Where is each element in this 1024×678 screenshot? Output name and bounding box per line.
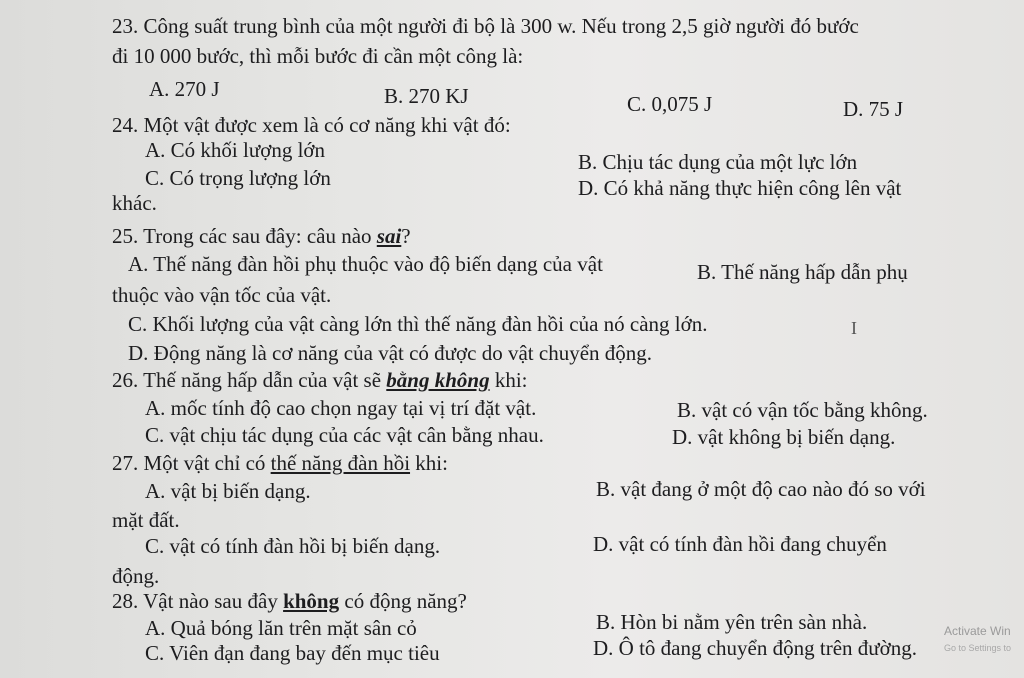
q25-question-suffix: ? bbox=[401, 224, 411, 248]
q24-question: 24. Một vật được xem là có cơ năng khi vật đó: bbox=[112, 113, 511, 137]
q24-option-b: B. Chịu tác dụng của một lực lớn bbox=[578, 150, 858, 174]
q28-option-a: A. Quả bóng lăn trên mặt sân cỏ bbox=[145, 616, 417, 640]
q24-option-d-continued: khác. bbox=[112, 191, 157, 215]
q26-option-b: B. vật có vận tốc bằng không. bbox=[677, 398, 928, 422]
q27-option-d: D. vật có tính đàn hồi đang chuyển bbox=[593, 532, 887, 556]
q23-text-line1: 23. Công suất trung bình của một người đi bộ là 300 w. Nếu trong 2,5 giờ người đó bước bbox=[112, 14, 859, 38]
q27-question-emphasis: thế năng đàn hồi bbox=[270, 451, 411, 475]
q24-option-a: A. Có khối lượng lớn bbox=[145, 138, 326, 162]
q23-text-line2: đi 10 000 bước, thì mỗi bước đi cần một công là: bbox=[112, 44, 524, 68]
q28-option-d: D. Ô tô đang chuyển động trên đường. bbox=[593, 636, 918, 660]
q28-question-suffix: có động năng? bbox=[339, 589, 467, 613]
q25-option-c: C. Khối lượng của vật càng lớn thì thế năng đàn hồi của nó càng lớn. bbox=[128, 312, 708, 336]
q25-option-d: D. Động năng là cơ năng của vật có được do vật chuyển động. bbox=[128, 341, 653, 365]
q27-option-a: A. vật bị biến dạng. bbox=[145, 479, 311, 503]
q26-option-d: D. vật không bị biến dạng. bbox=[672, 425, 896, 449]
q23-option-d: D. 75 J bbox=[843, 97, 904, 121]
q26-option-c: C. vật chịu tác dụng của các vật cân bằng nhau. bbox=[145, 423, 544, 447]
q27-option-b: B. vật đang ở một độ cao nào đó so với bbox=[596, 477, 926, 501]
q25-question-emphasis: sai bbox=[376, 224, 402, 248]
q27-option-b-continued: mặt đất. bbox=[112, 508, 180, 532]
q27-option-d-continued: động. bbox=[112, 564, 160, 588]
q27-option-c: C. vật có tính đàn hồi bị biến dạng. bbox=[145, 534, 441, 558]
q27-question-prefix: 27. Một vật chỉ có bbox=[112, 451, 271, 475]
q27-question bbox=[112, 451, 448, 475]
q23-option-b: B. 270 KJ bbox=[384, 84, 469, 108]
q27-question-suffix: khi: bbox=[410, 451, 448, 475]
q23-option-c: C. 0,075 J bbox=[627, 92, 713, 116]
q26-question-suffix: khi: bbox=[489, 368, 528, 392]
q25-option-b-continued: thuộc vào vận tốc của vật. bbox=[112, 283, 332, 307]
activation-watermark-line1[interactable]: Activate Win bbox=[944, 624, 1011, 638]
q24-option-d: D. Có khả năng thực hiện công lên vật bbox=[578, 176, 902, 200]
q25-question bbox=[112, 224, 411, 248]
activation-watermark-line2[interactable]: Go to Settings to bbox=[944, 643, 1012, 653]
q25-question-prefix: 25. Trong các sau đây: câu nào bbox=[112, 224, 377, 248]
q26-question-emphasis: bằng không bbox=[386, 368, 490, 392]
q24-option-c: C. Có trọng lượng lớn bbox=[145, 166, 331, 190]
q28-question-prefix: 28. Vật nào sau đây bbox=[112, 589, 284, 613]
q28-option-b: B. Hòn bi nằm yên trên sàn nhà. bbox=[596, 610, 868, 634]
q25-option-b: B. Thế năng hấp dẫn phụ bbox=[697, 260, 908, 284]
q25-option-a: A. Thế năng đàn hồi phụ thuộc vào độ biến dạng của vật bbox=[128, 252, 603, 276]
q23-option-a: A. 270 J bbox=[149, 77, 220, 101]
q28-option-c: C. Viên đạn đang bay đến mục tiêu bbox=[145, 641, 440, 665]
q28-question bbox=[112, 589, 467, 613]
q26-question bbox=[112, 368, 528, 392]
q28-question-emphasis: không bbox=[283, 589, 340, 613]
text-cursor-icon: I bbox=[851, 318, 857, 338]
q26-question-prefix: 26. Thế năng hấp dẫn của vật sẽ bbox=[112, 368, 387, 392]
q26-option-a: A. mốc tính độ cao chọn ngay tại vị trí đặt vật. bbox=[145, 396, 537, 420]
